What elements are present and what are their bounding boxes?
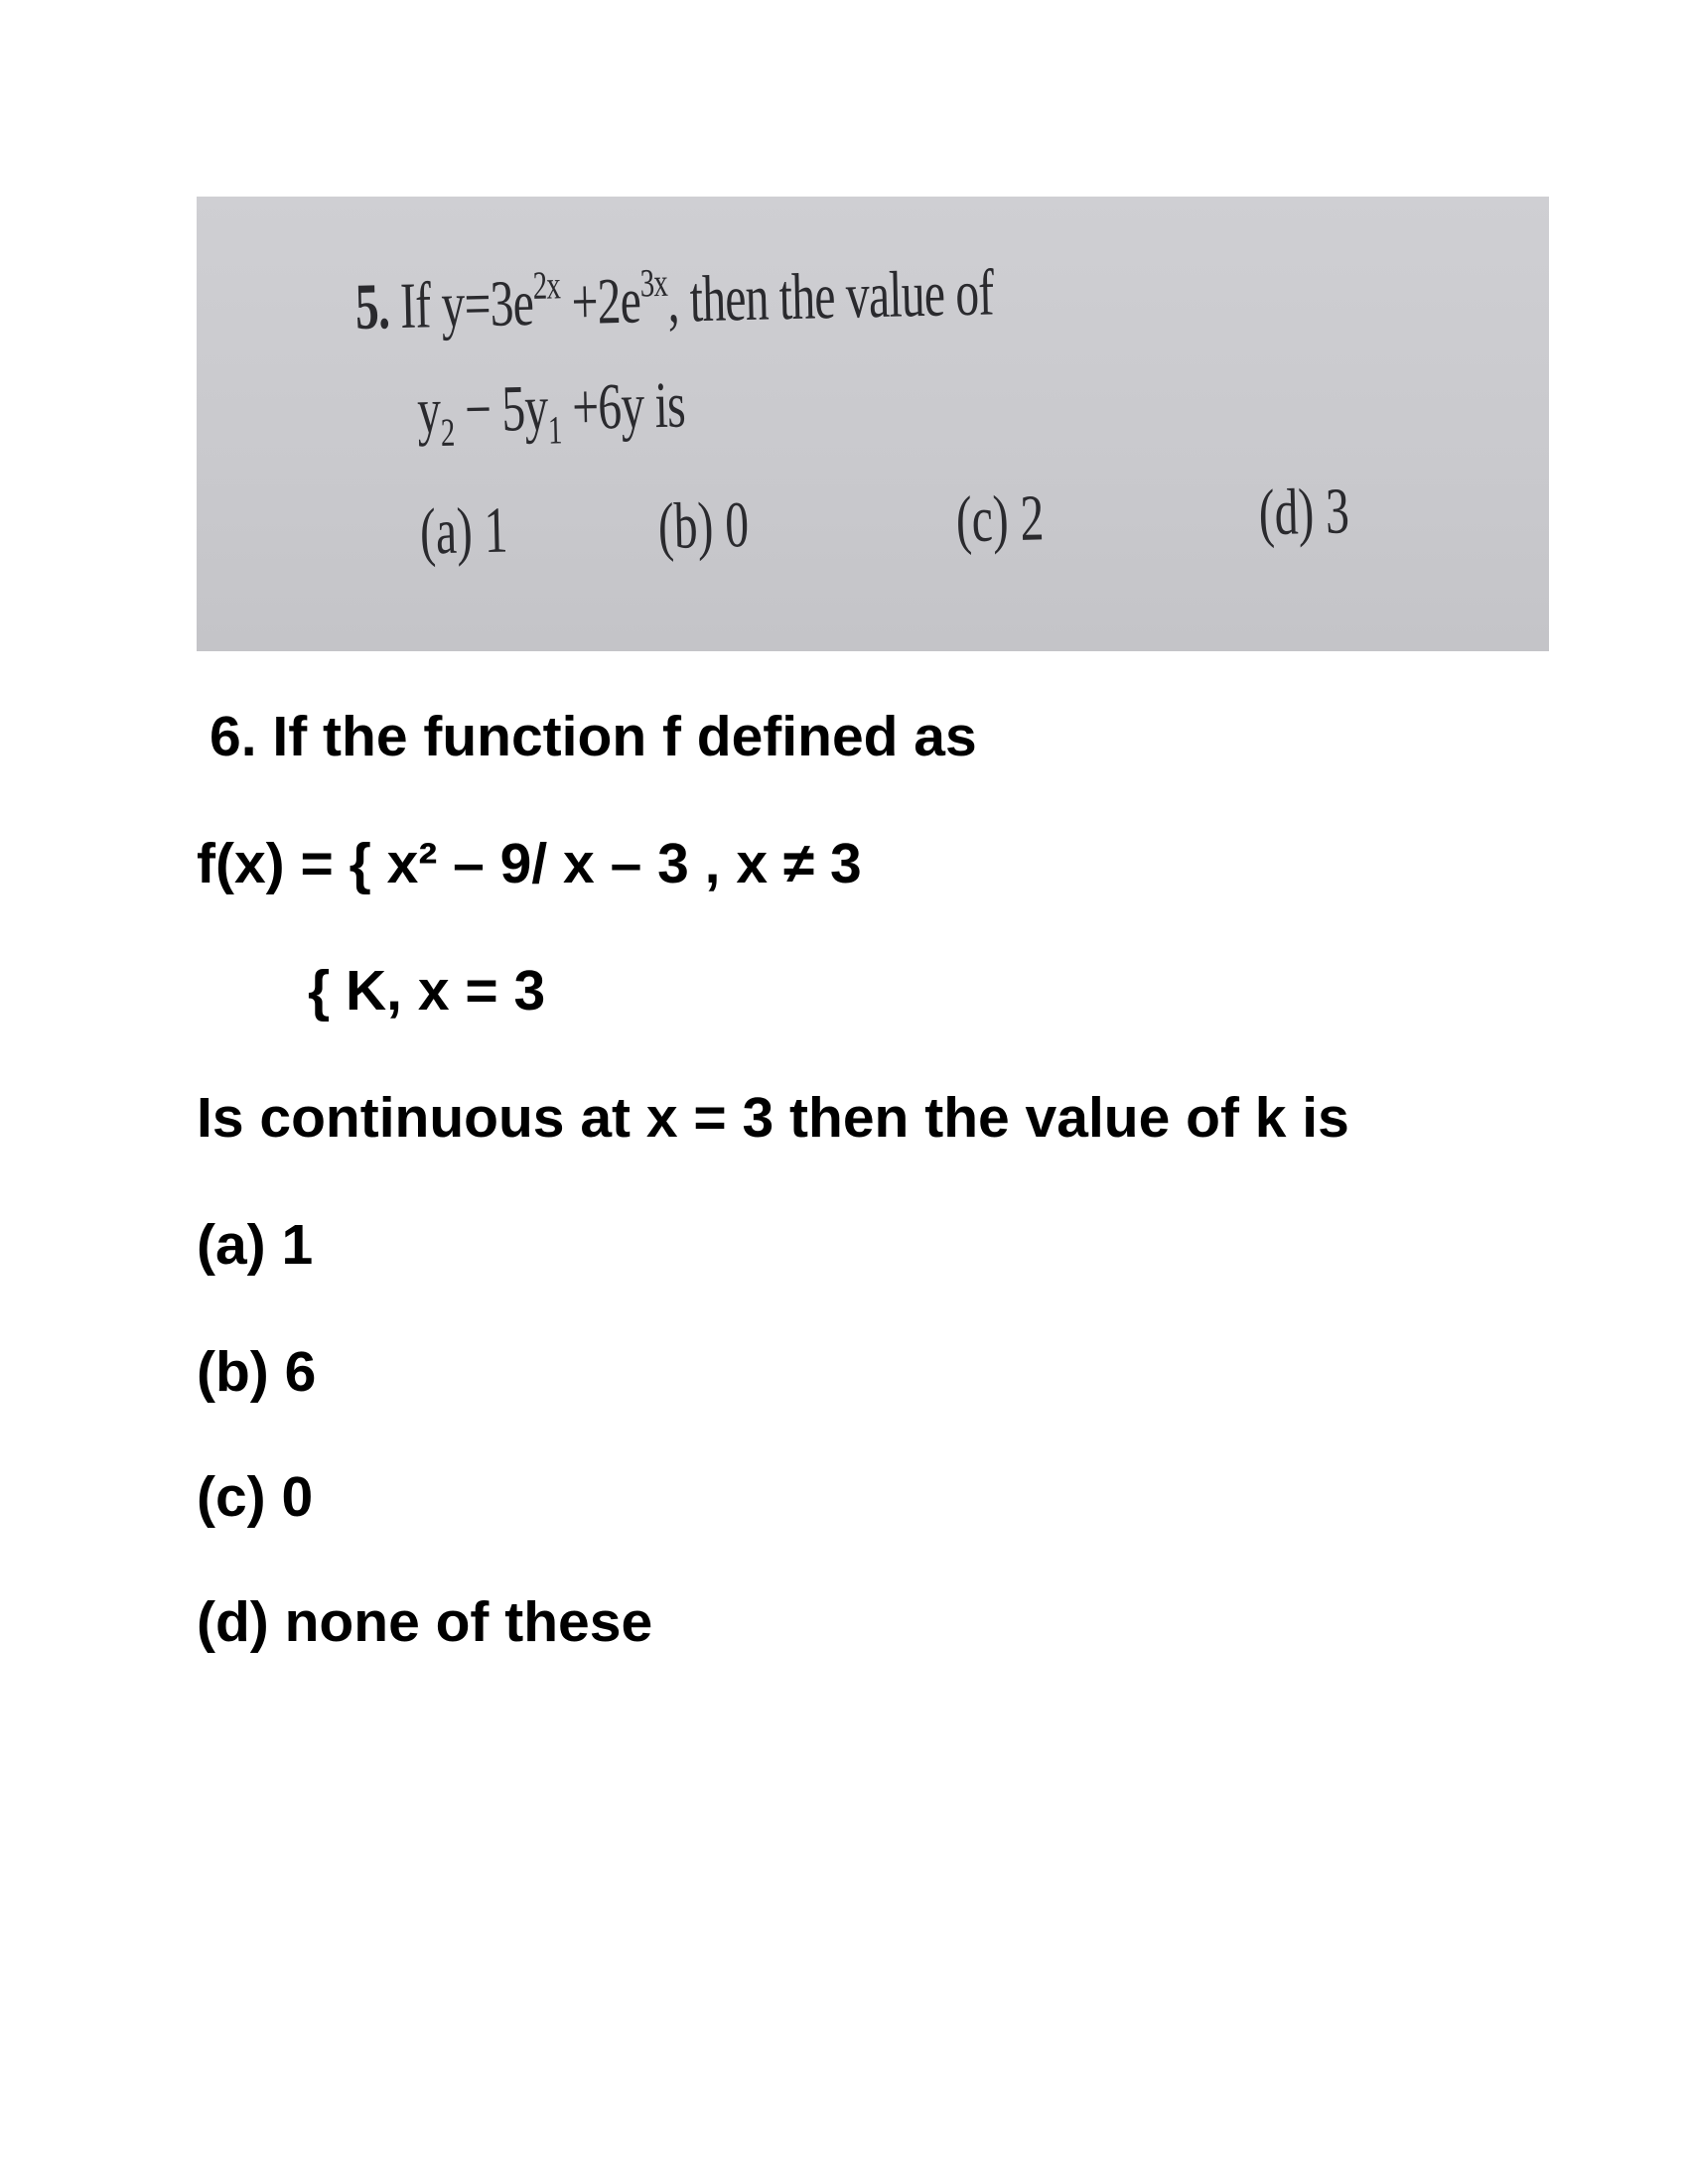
question-5-option-c: (c) 2 — [955, 481, 1046, 557]
expr-sub-1: 1 — [547, 407, 563, 453]
expr-minus-5y: − 5y — [453, 371, 549, 447]
question-5-stem — [354, 251, 994, 345]
question-6-option-b: (b) 6 — [197, 1340, 317, 1404]
question-6-condition: Is continuous at x = 3 then the value of k is — [197, 1086, 1349, 1150]
question-5-option-a: (a) 1 — [419, 493, 509, 569]
question-5-stem-mid: +2e — [559, 264, 641, 340]
question-6-option-c: (c) 0 — [197, 1465, 314, 1529]
question-6-function-case-1: f(x) = { x² – 9/ x – 3 , x ≠ 3 — [197, 832, 862, 895]
question-5-option-d: (d) 3 — [1257, 475, 1350, 550]
question-5-photo — [197, 197, 1549, 651]
question-5-stem-end: , then the value of — [666, 256, 995, 337]
exponent-2x: 2x — [532, 262, 561, 308]
question-6-function-case-2: { K, x = 3 — [308, 959, 546, 1023]
expr-y: y — [416, 374, 442, 448]
expr-sub-2: 2 — [440, 409, 455, 456]
question-5-stem-start: If y=3e — [399, 266, 534, 342]
exponent-3x: 3x — [639, 259, 668, 306]
question-5-option-b: (b) 0 — [657, 488, 750, 564]
question-5-number: 5. — [354, 270, 390, 343]
question-6-title: 6. If the function f defined as — [210, 705, 977, 768]
question-5-expression — [416, 367, 685, 456]
question-6-option-d: (d) none of these — [197, 1590, 653, 1654]
expr-rest: +6y is — [560, 368, 686, 445]
question-6-option-a: (a) 1 — [197, 1213, 314, 1277]
